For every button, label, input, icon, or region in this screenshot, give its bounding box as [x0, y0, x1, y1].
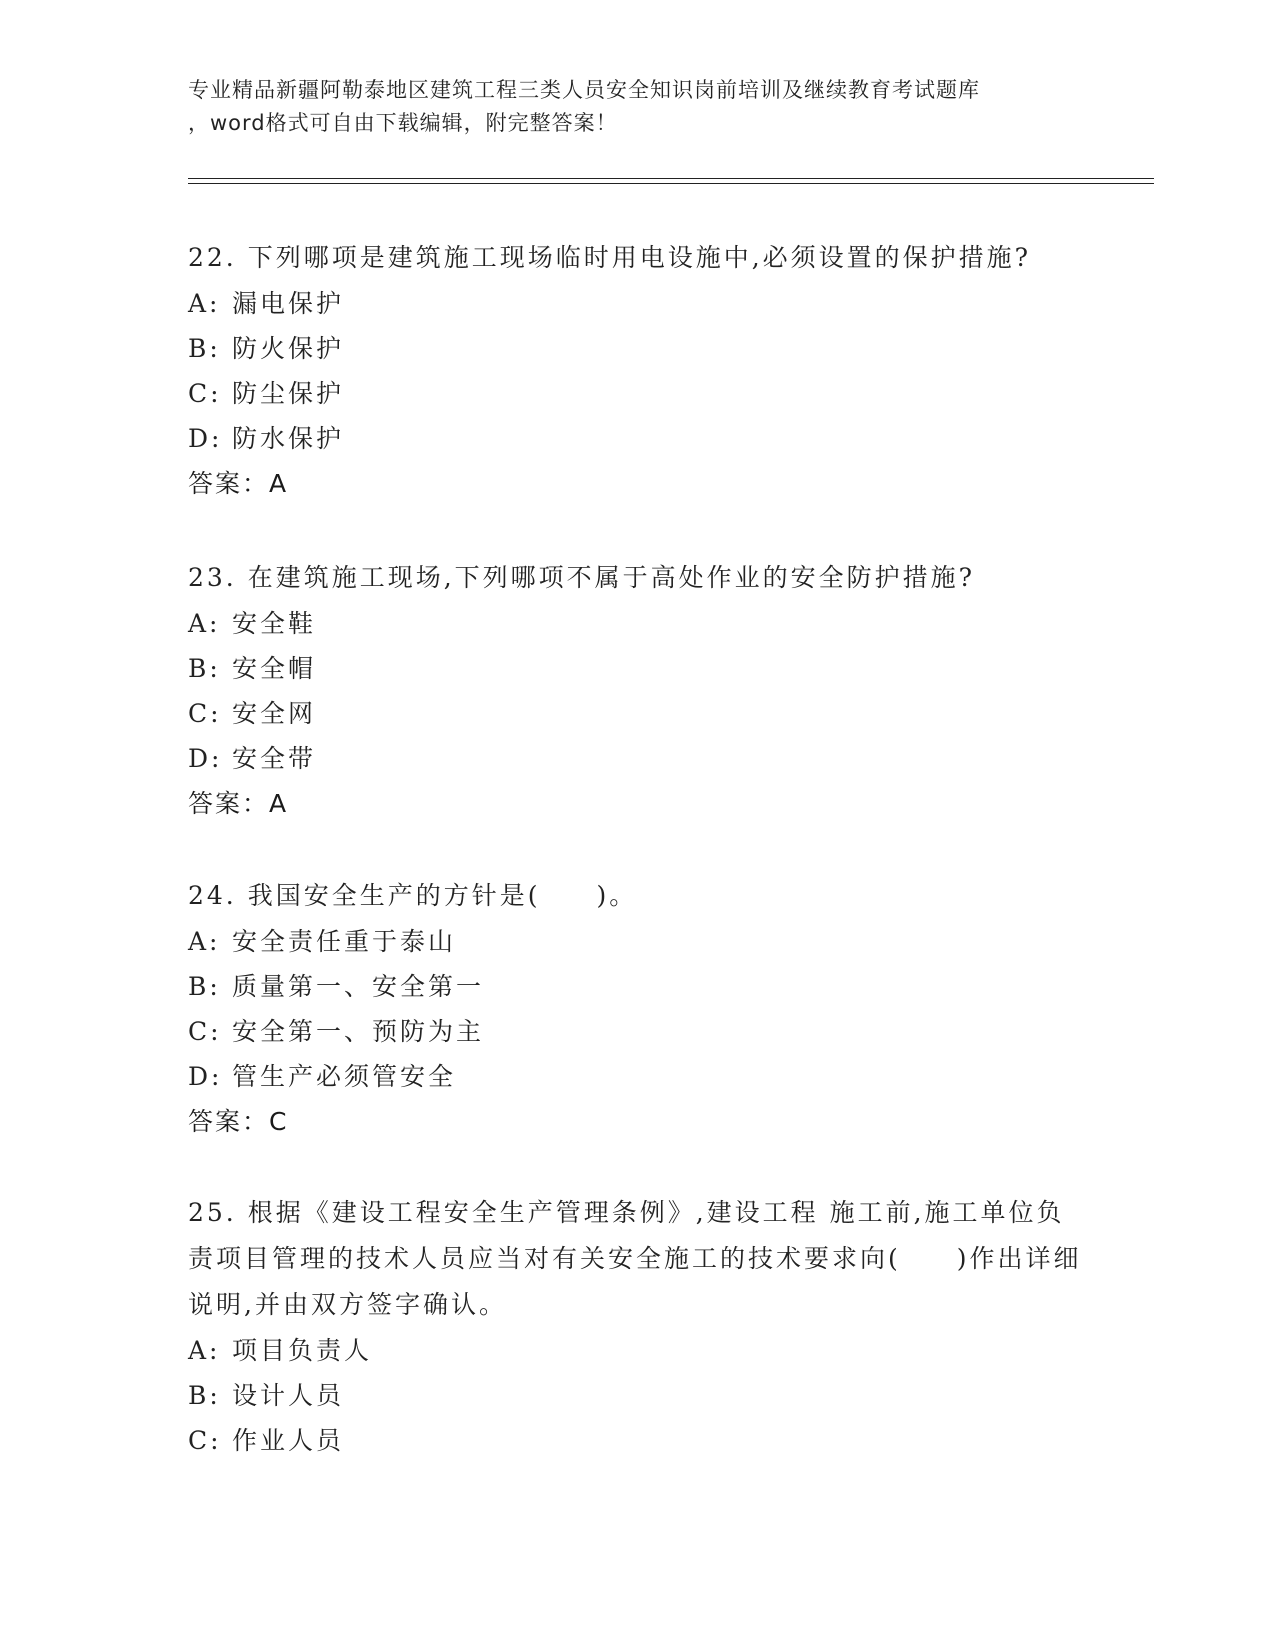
option-c — [188, 1009, 1088, 1054]
question-stem: 24. 我国安全生产的方针是( )。 — [188, 881, 638, 910]
question-24 — [188, 873, 1088, 1144]
document-header — [188, 74, 1088, 140]
option-letter: C: — [188, 379, 222, 408]
question-stem: 22. 下列哪项是建筑施工现场临时用电设施中,必须设置的保护措施? — [188, 243, 1032, 272]
question-stem: 23. 在建筑施工现场,下列哪项不属于高处作业的安全防护措施? — [188, 563, 976, 592]
option-letter: A: — [188, 1336, 221, 1365]
option-text: 作业人员 — [232, 1426, 345, 1455]
header-subtitle: ，word格式可自由下载编辑，附完整答案！ — [188, 111, 618, 135]
answer-line: 答案：A — [188, 469, 289, 498]
option-letter: D: — [188, 744, 223, 773]
header-divider-top — [188, 178, 1154, 179]
option-text: 防火保护 — [232, 334, 345, 363]
option-b — [188, 1373, 1088, 1418]
option-text: 安全第一、预防为主 — [232, 1017, 485, 1046]
option-a — [188, 601, 1088, 646]
question-stem: 25. 根据《建设工程安全生产管理条例》,建设工程 施工前,施工单位负责项目管理的技术人员应当对有关安全施工的技术要求向( )作出详细说明,并由双方签字确认。 — [188, 1198, 1082, 1319]
header-title: 专业精品新疆阿勒泰地区建筑工程三类人员安全知识岗前培训及继续教育考试题库 — [188, 78, 980, 102]
option-text: 安全帽 — [232, 654, 317, 683]
option-text: 防水保护 — [232, 424, 345, 453]
option-letter: D: — [188, 424, 223, 453]
option-b — [188, 326, 1088, 371]
option-letter: B: — [188, 1381, 221, 1410]
option-letter: B: — [188, 972, 221, 1001]
option-a — [188, 281, 1088, 326]
option-text: 管生产必须管安全 — [232, 1062, 457, 1091]
question-25 — [188, 1190, 1088, 1463]
option-text: 设计人员 — [232, 1381, 345, 1410]
option-c — [188, 371, 1088, 416]
option-text: 漏电保护 — [232, 289, 345, 318]
question-22 — [188, 235, 1088, 506]
option-text: 安全鞋 — [232, 609, 317, 638]
option-c — [188, 1418, 1088, 1463]
option-b — [188, 646, 1088, 691]
option-a — [188, 919, 1088, 964]
option-a — [188, 1328, 1088, 1373]
header-divider-bottom — [188, 183, 1154, 184]
option-letter: C: — [188, 1426, 222, 1455]
option-text: 安全责任重于泰山 — [232, 927, 457, 956]
option-text: 安全带 — [232, 744, 317, 773]
answer-line: 答案：C — [188, 1107, 289, 1136]
option-text: 安全网 — [232, 699, 317, 728]
option-letter: A: — [188, 289, 221, 318]
option-b — [188, 964, 1088, 1009]
option-letter: A: — [188, 927, 221, 956]
option-letter: A: — [188, 609, 221, 638]
option-letter: C: — [188, 699, 222, 728]
option-letter: C: — [188, 1017, 222, 1046]
option-letter: B: — [188, 654, 221, 683]
option-text: 项目负责人 — [232, 1336, 373, 1365]
question-23 — [188, 555, 1088, 826]
option-text: 防尘保护 — [232, 379, 345, 408]
option-d — [188, 736, 1088, 781]
option-d — [188, 416, 1088, 461]
option-d — [188, 1054, 1088, 1099]
option-text: 质量第一、安全第一 — [232, 972, 485, 1001]
option-letter: D: — [188, 1062, 223, 1091]
option-c — [188, 691, 1088, 736]
answer-line: 答案：A — [188, 789, 289, 818]
option-letter: B: — [188, 334, 221, 363]
